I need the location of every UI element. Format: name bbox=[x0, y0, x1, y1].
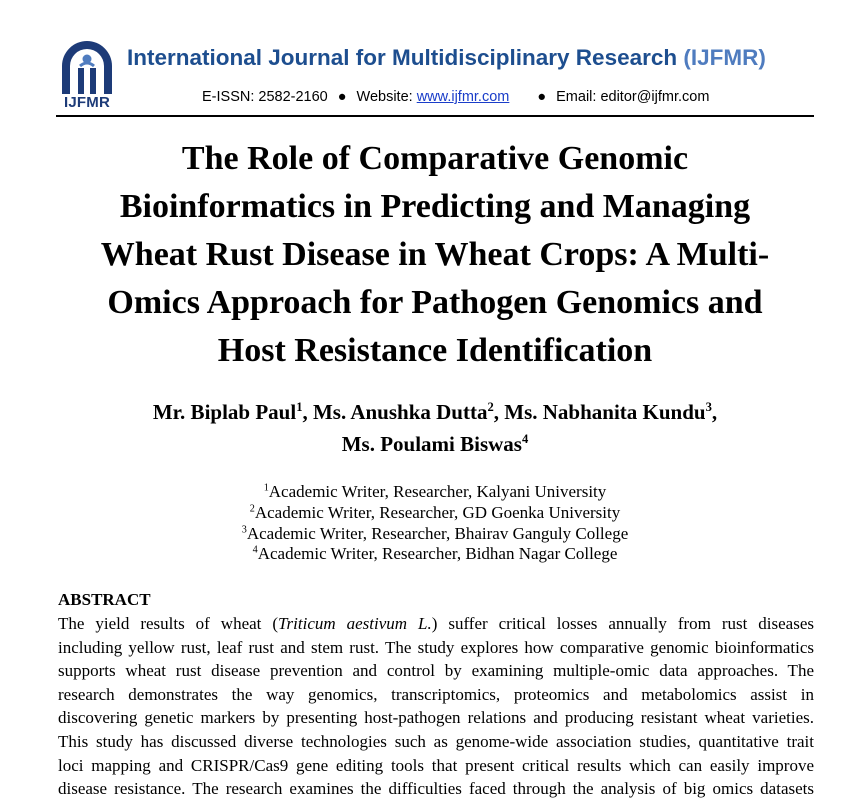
abstract-line: discovering genetic markers by presenting host-pathogen relations and producing resistant wheat varieties. bbox=[58, 708, 814, 728]
header-divider bbox=[56, 115, 814, 117]
journal-abbr: (IJFMR) bbox=[683, 45, 766, 70]
affiliation-sup: 3 bbox=[241, 523, 247, 535]
journal-logo bbox=[56, 38, 118, 114]
paper-title bbox=[60, 135, 810, 375]
author-name: Mr. Biplab Paul bbox=[152, 400, 297, 424]
affiliation bbox=[60, 524, 810, 545]
species-name: Triticum aestivum L. bbox=[278, 614, 432, 633]
affiliation bbox=[60, 503, 810, 524]
abstract-text: The yield results of wheat ( bbox=[58, 614, 279, 633]
affiliation bbox=[60, 482, 810, 503]
abstract-line: This study has discussed diverse technologies such as genome-wide association studies, quantitative trait bbox=[58, 731, 814, 751]
journal-header bbox=[56, 36, 814, 116]
author-sup: 2 bbox=[487, 400, 494, 414]
author-sup: 3 bbox=[705, 400, 712, 414]
abstract-text: ) suffer critical losses annually from rust diseases bbox=[431, 614, 815, 633]
affiliation-list bbox=[60, 482, 810, 565]
website-link[interactable]: www.ijfmr.com bbox=[416, 89, 510, 105]
author-sep: , bbox=[302, 400, 313, 424]
title-line: Omics Approach for Pathogen Genomics and bbox=[107, 284, 763, 321]
author-sep: , bbox=[711, 400, 718, 424]
author-name: Ms. Anushka Dutta bbox=[312, 400, 488, 424]
affiliation bbox=[60, 544, 810, 565]
website-label: Website: bbox=[356, 89, 413, 105]
journal-name: International Journal for Multidisciplinary Research bbox=[127, 45, 678, 70]
journal-logo-icon bbox=[56, 38, 118, 96]
title-line: Wheat Rust Disease in Wheat Crops: A Multi- bbox=[100, 236, 770, 273]
abstract-heading: ABSTRACT bbox=[58, 590, 151, 609]
journal-meta bbox=[202, 89, 709, 105]
abstract-body bbox=[58, 612, 814, 801]
abstract-line: research demonstrates the way genomics, transcriptomics, proteomics and metabolomics assist in bbox=[58, 684, 814, 704]
affiliation-text: Academic Writer, Researcher, Kalyani University bbox=[268, 482, 607, 501]
author-name: Ms. Nabhanita Kundu bbox=[504, 400, 706, 424]
abstract-line: supports wheat rust disease prevention and control by examining multiple-omic data approaches. The bbox=[58, 661, 814, 681]
logo-text: IJFMR bbox=[64, 94, 110, 111]
abstract-line: loci mapping and CRISPR/Cas9 gene editing tools that present critical results which can easily improve bbox=[58, 755, 814, 775]
bullet-separator: ● bbox=[337, 89, 347, 105]
author-sep: , bbox=[493, 400, 505, 424]
title-line: Host Resistance Identification bbox=[217, 332, 653, 369]
affiliation-text: Academic Writer, Researcher, GD Goenka University bbox=[254, 502, 621, 522]
title-line: The Role of Comparative Genomic bbox=[181, 140, 689, 177]
email: Email: editor@ijfmr.com bbox=[556, 89, 710, 105]
affiliation-sup: 2 bbox=[249, 503, 255, 515]
author-list bbox=[60, 396, 810, 460]
affiliation-text: Academic Writer, Researcher, Bidhan Nagar College bbox=[257, 544, 618, 564]
author-name: Ms. Poulami Biswas bbox=[341, 432, 522, 456]
affiliation-text: Academic Writer, Researcher, Bhairav Ganguly College bbox=[246, 523, 629, 543]
title-line: Bioinformatics in Predicting and Managing bbox=[119, 188, 751, 225]
abstract-line: including yellow rust, leaf rust and stem rust. The study explores how comparative genomic bioinformatics bbox=[58, 637, 814, 657]
abstract-line bbox=[58, 612, 814, 636]
affiliation-sup: 1 bbox=[263, 482, 269, 494]
author-sup: 1 bbox=[296, 400, 303, 414]
bullet-separator: ● bbox=[537, 89, 547, 105]
eissn: E-ISSN: 2582-2160 bbox=[202, 89, 328, 105]
journal-title bbox=[127, 45, 766, 71]
abstract-line: disease resistance. The research examines the difficulties faced through the analysis of big omics datasets bbox=[58, 779, 814, 799]
author-sup: 4 bbox=[521, 432, 529, 446]
affiliation-sup: 4 bbox=[252, 544, 258, 556]
